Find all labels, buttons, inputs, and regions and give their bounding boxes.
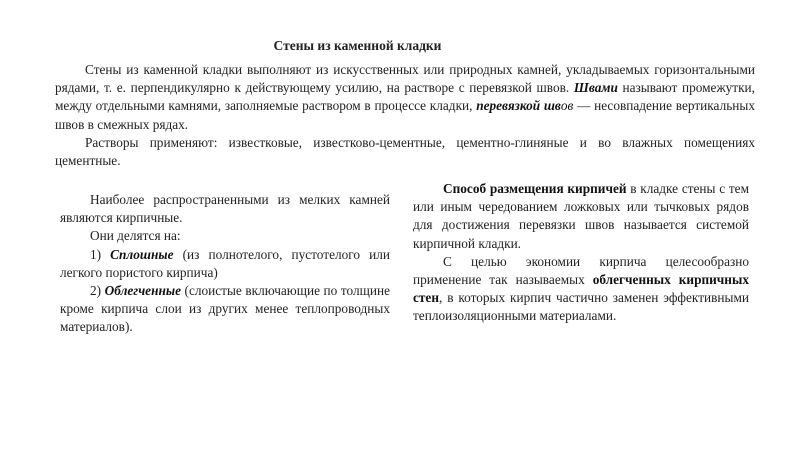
masonry-system-text (413, 180, 749, 326)
lightweight-walls-description: , в которых кирпич частично заменен эффективными теплоизоляционными материалами. (413, 290, 749, 324)
left-paragraph-2: Они делятся на: (90, 228, 181, 244)
intro-text (55, 61, 755, 170)
brick-types-text (60, 191, 390, 337)
seams-definition: называют промежутки, между отдельными камнями, заполняемые раствором в процессе кладки, (55, 80, 755, 114)
solid-description: (из полнотелого, пустотелого или легкого пористого кирпича) (60, 246, 390, 280)
list-number: 2) (90, 283, 105, 299)
term-lightweight-walls: облегченных кирпичных стен (413, 272, 749, 306)
lightweight-description: (слоистые включающие по толщине кроме кирпича слои из других менее теплопроводных материалов). (60, 283, 390, 335)
term-brick-placement: Способ размещения кирпичей (443, 181, 627, 196)
term-bonding: перевязкой шв (476, 98, 561, 114)
term-solid: Сплошные (110, 246, 174, 262)
term-lightweight: Облегченные (104, 283, 181, 299)
right-paragraph-1 (413, 180, 749, 253)
page-title: Стены из каменной кладки (273, 38, 442, 53)
term-seams: Швами (573, 80, 618, 96)
term-bonding-suffix: ов (560, 98, 574, 114)
list-number: 1) (90, 246, 111, 262)
placement-description: в кладке стены с тем или иным чередованием ложковых или тычковых рядов для достижения перевязки швов называется системой кирпичной кладки. (413, 181, 749, 251)
left-paragraph-1: Наиболее распространенными из мелких камней являются кирпичные. (60, 192, 390, 226)
intro-sentence: Стены из каменной кладки выполняют из искусственных или природных камней, укладываемых горизонтальными рядами, т. е. перпендикулярно к действующему усилию, на растворе с перевязкой швов. (55, 62, 755, 96)
intro-paragraph-2: Растворы применяют: известковые, известково-цементные, цементно-глиняные и во влажных помещениях цементные. (55, 134, 755, 169)
right-paragraph-2 (413, 253, 749, 326)
intro-paragraph-1 (55, 61, 755, 134)
economy-text: С целью экономии кирпича целесообразно применение так называемых (413, 253, 749, 288)
bonding-definition: — несовпадение вертикальных швов в смежных рядах. (55, 98, 755, 132)
list-item-solid (60, 246, 390, 282)
list-item-lightweight (60, 282, 390, 337)
